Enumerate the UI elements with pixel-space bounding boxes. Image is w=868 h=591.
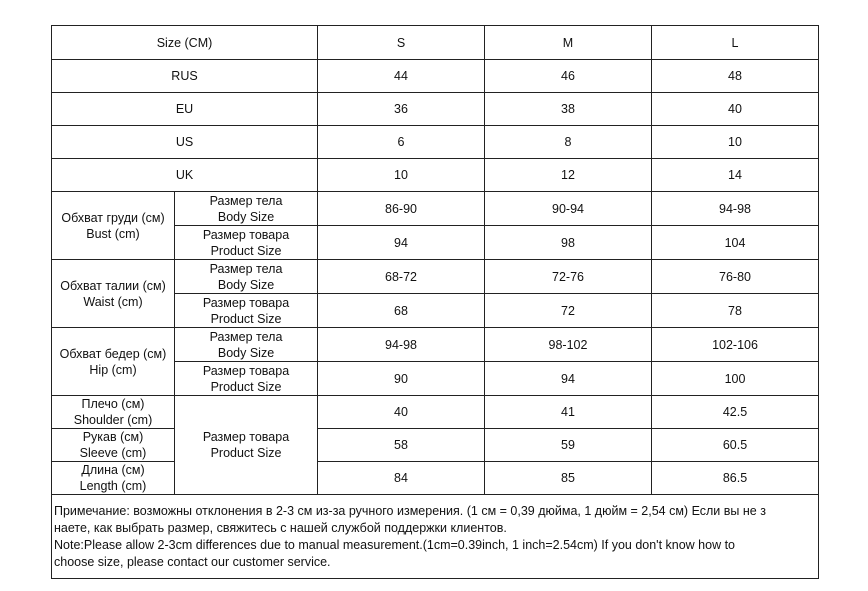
waist-body-l: 76-80: [652, 260, 819, 294]
sleeve-row: [52, 429, 819, 462]
hip-product-l: 100: [652, 362, 819, 396]
bust-product-m: 98: [485, 226, 652, 260]
shoulder-label-ru: Плечо (см): [81, 397, 145, 411]
waist-product-s: 68: [318, 294, 485, 328]
sleeve-l: 60.5: [652, 429, 819, 462]
bust-label-en: Bust (cm): [86, 226, 140, 241]
hip-label-en: Hip (cm): [89, 362, 137, 377]
waist-label-ru: Обхват талии (см): [60, 278, 166, 293]
hip-body-type: [175, 328, 318, 362]
note-ru-line1: Примечание: возможны отклонения в 2-3 см из-за ручного измерения. (1 см = 0,39 дюйма, 1 дюйм = 2,54 см) Если вы не з: [54, 504, 766, 518]
bust-body-s: 86-90: [318, 192, 485, 226]
sleeve-s: 58: [318, 429, 485, 462]
length-s: 84: [318, 462, 485, 495]
body-size-ru: Размер тела: [209, 193, 283, 208]
waist-body-row: [52, 260, 819, 294]
bust-body-l: 94-98: [652, 192, 819, 226]
size-s-header: S: [318, 26, 485, 60]
shoulder-label-en: Shoulder (cm): [73, 413, 153, 427]
product-size-ru: Размер товара: [202, 295, 290, 310]
sleeve-label-en: Sleeve (cm): [79, 446, 147, 460]
product-size-en: Product Size: [210, 243, 282, 258]
waist-label: [52, 260, 175, 328]
waist-body-m: 72-76: [485, 260, 652, 294]
eu-l: 40: [652, 93, 819, 126]
us-label: US: [52, 126, 318, 159]
us-l: 10: [652, 126, 819, 159]
bust-product-l: 104: [652, 226, 819, 260]
note-en-line2: choose size, please contact our customer service.: [54, 555, 331, 569]
hip-body-l: 102-106: [652, 328, 819, 362]
shoulder-row: [52, 396, 819, 429]
hip-product-m: 94: [485, 362, 652, 396]
uk-m: 12: [485, 159, 652, 192]
eu-label: EU: [52, 93, 318, 126]
size-chart-table: [51, 25, 819, 579]
uk-l: 14: [652, 159, 819, 192]
hip-label-ru: Обхват бедер (см): [59, 346, 167, 361]
hip-product-s: 90: [318, 362, 485, 396]
length-row: [52, 462, 819, 495]
rus-m: 46: [485, 60, 652, 93]
waist-product-l: 78: [652, 294, 819, 328]
waist-product-m: 72: [485, 294, 652, 328]
uk-s: 10: [318, 159, 485, 192]
product-size-en: Product Size: [210, 379, 282, 394]
sleeve-label-ru: Рукав (см): [82, 430, 144, 444]
uk-label: UK: [52, 159, 318, 192]
length-label-en: Length (cm): [79, 479, 147, 493]
hip-body-row: [52, 328, 819, 362]
product-size-ru: Размер товара: [202, 227, 290, 242]
us-s: 6: [318, 126, 485, 159]
bust-product-type: [175, 226, 318, 260]
bust-body-type: [175, 192, 318, 226]
hip-body-m: 98-102: [485, 328, 652, 362]
us-row: [52, 126, 819, 159]
length-label: [52, 462, 175, 495]
hip-label: [52, 328, 175, 396]
product-size-en: Product Size: [210, 311, 282, 326]
shared-product-type: [175, 396, 318, 495]
shoulder-l: 42.5: [652, 396, 819, 429]
product-size-ru: Размер товара: [202, 363, 290, 378]
product-size-en: Product Size: [210, 446, 282, 460]
length-l: 86.5: [652, 462, 819, 495]
header-row: [52, 26, 819, 60]
measurement-note: [52, 495, 819, 579]
note-ru-line2: наете, как выбрать размер, свяжитесь с нашей службой поддержки клиентов.: [54, 521, 507, 535]
body-size-ru: Размер тела: [209, 329, 283, 344]
bust-body-m: 90-94: [485, 192, 652, 226]
length-label-ru: Длина (см): [81, 463, 145, 477]
uk-row: [52, 159, 819, 192]
note-row: [52, 495, 819, 579]
bust-body-row: [52, 192, 819, 226]
hip-body-s: 94-98: [318, 328, 485, 362]
note-en-line1: Note:Please allow 2-3cm differences due to manual measurement.(1cm=0.39inch, 1 inch=2.54cm) If you don't know how to: [54, 538, 735, 552]
shoulder-s: 40: [318, 396, 485, 429]
sleeve-m: 59: [485, 429, 652, 462]
waist-label-en: Waist (cm): [83, 294, 143, 309]
shoulder-label: [52, 396, 175, 429]
eu-s: 36: [318, 93, 485, 126]
bust-label-ru: Обхват груди (см): [61, 210, 165, 225]
length-m: 85: [485, 462, 652, 495]
rus-l: 48: [652, 60, 819, 93]
body-size-en: Body Size: [217, 209, 275, 224]
body-size-en: Body Size: [217, 345, 275, 360]
size-l-header: L: [652, 26, 819, 60]
bust-label: [52, 192, 175, 260]
waist-product-type: [175, 294, 318, 328]
rus-label: RUS: [52, 60, 318, 93]
hip-product-type: [175, 362, 318, 396]
waist-body-s: 68-72: [318, 260, 485, 294]
body-size-ru: Размер тела: [209, 261, 283, 276]
us-m: 8: [485, 126, 652, 159]
eu-m: 38: [485, 93, 652, 126]
body-size-en: Body Size: [217, 277, 275, 292]
eu-row: [52, 93, 819, 126]
rus-s: 44: [318, 60, 485, 93]
size-m-header: M: [485, 26, 652, 60]
sleeve-label: [52, 429, 175, 462]
waist-body-type: [175, 260, 318, 294]
shoulder-m: 41: [485, 396, 652, 429]
bust-product-s: 94: [318, 226, 485, 260]
rus-row: [52, 60, 819, 93]
size-cm-header: Size (CM): [52, 26, 318, 60]
product-size-ru: Размер товара: [202, 430, 290, 444]
